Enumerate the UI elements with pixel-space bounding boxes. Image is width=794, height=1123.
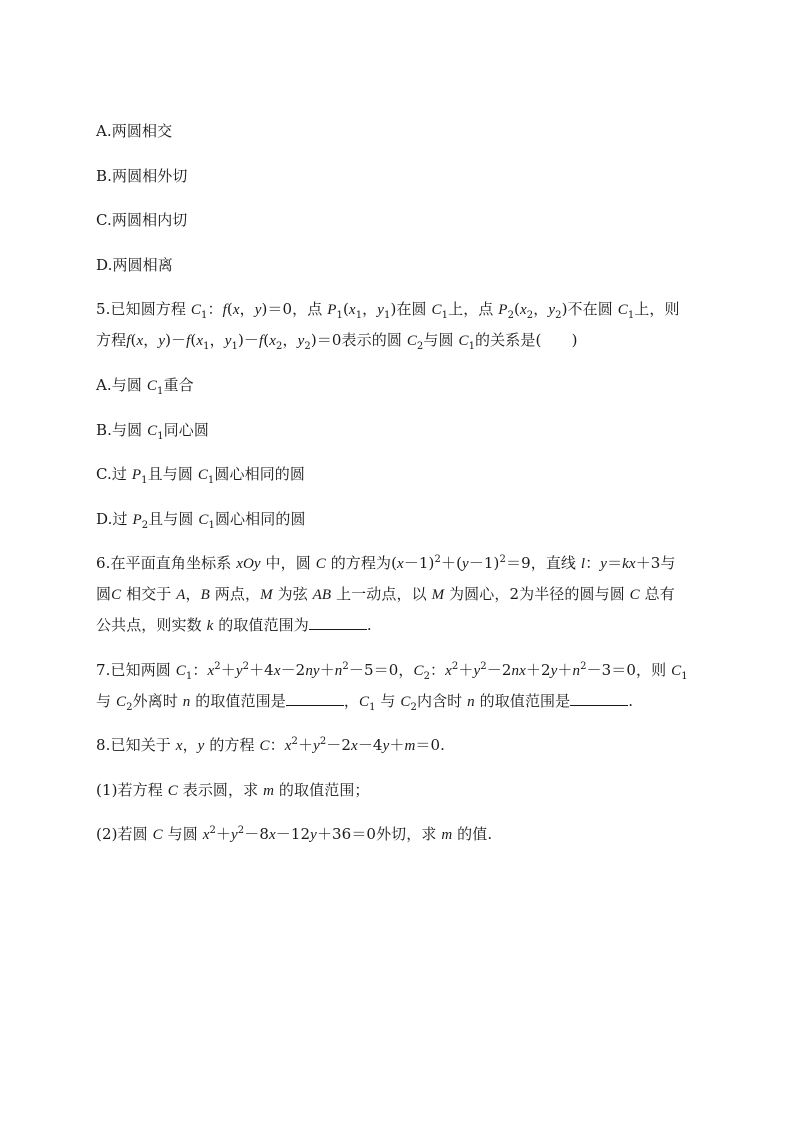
question-7-line-2: 与 $C_2$外离时 n 的取值范围是 ，$C_1$ 与 $C_2$内含时 n 的取值范围是 . xyxy=(96,692,634,713)
question-8-part-1: (1)若方程 C 表示圆，求 m 的取值范围； xyxy=(96,781,370,799)
option-q5-b: B.与圆 $C_1$同心圆 xyxy=(96,421,209,442)
option-q4-b: B.两圆相外切 xyxy=(96,167,188,185)
question-5-line-1: 5.已知圆方程 $C_1$：f(x，y)＝0，点 $P_1(x_1$，$y_1$)在圆 $C_1$上，点 $P_2(x_2$，$y_2$)不在圆 $C_1$上，则 xyxy=(96,300,680,321)
option-q4-a: A.两圆相交 xyxy=(96,122,173,140)
option-q5-a: A.与圆 $C_1$重合 xyxy=(96,376,194,397)
question-8-line-1: 8.已知关于 x，y 的方程 C：$x^2+y^2-2x-4y+m=0$. xyxy=(96,736,445,754)
question-6-line-2: 圆C 相交于 A，B 两点，M 为弦 AB 上一动点，以 M 为圆心，2为半径的圆与圆 C 总有 xyxy=(96,585,675,603)
answer-blank[interactable] xyxy=(286,691,344,706)
question-6-line-3: 公共点，则实数 k 的取值范围为 . xyxy=(96,616,372,634)
question-8-part-2: (2)若圆 C 与圆 $x^2+y^2-8x-12y+36=0$外切，求 m 的值. xyxy=(96,825,493,843)
answer-blank[interactable] xyxy=(570,691,628,706)
answer-blank[interactable] xyxy=(309,615,367,630)
question-7-line-1: 7.已知两圆 $C_1$：$x^2+y^2+4x-2ny+n^2-5=0$，$C_2$：$x^2+y^2-2nx+2y+n^2-3=0$，则 $C_1$ xyxy=(96,661,688,682)
option-q5-d: D.过 $P_2$且与圆 $C_1$圆心相同的圆 xyxy=(96,510,306,531)
question-5-line-2: 方程f(x，$y)-f(x_1$，$y_1)-f(x_2$，$y_2)=0$表示的圆 $C_2$与圆 $C_1$的关系是( ) xyxy=(96,331,578,352)
option-q5-c: C.过 $P_1$且与圆 $C_1$圆心相同的圆 xyxy=(96,465,305,486)
option-q4-d: D.两圆相离 xyxy=(96,256,173,274)
option-q4-c: C.两圆相内切 xyxy=(96,211,188,229)
question-6-line-1: 6.在平面直角坐标系 xOy 中，圆 C 的方程为$(x-1)^2+(y-1)^2=9$，直线 l：y＝kx＋3与 xyxy=(96,554,676,572)
